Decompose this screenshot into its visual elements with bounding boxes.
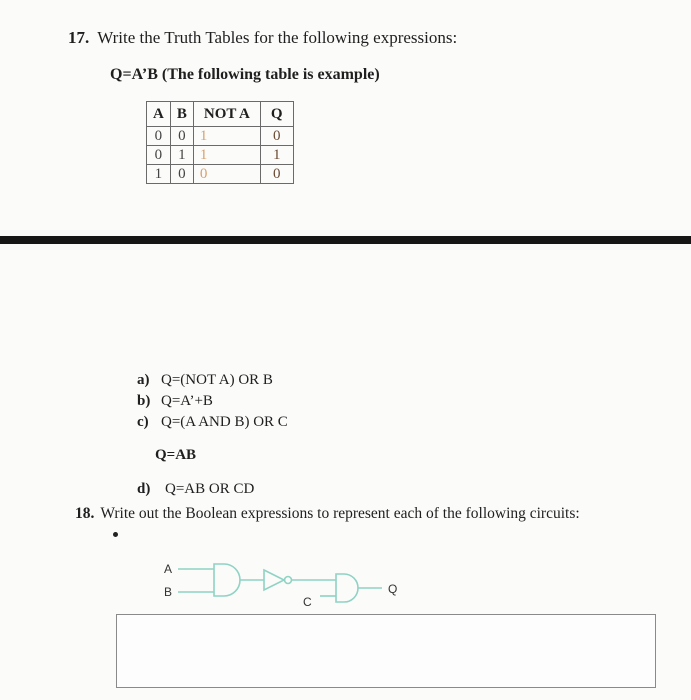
and-gate-icon (214, 564, 240, 596)
expression-list (137, 370, 288, 433)
and-gate-2-icon (336, 574, 358, 602)
cell-q: 1 (260, 146, 293, 165)
question-17-number: 17. (68, 28, 90, 47)
list-item (137, 370, 288, 391)
q-ab-expression: Q=AB (155, 447, 197, 463)
item-label: b) (137, 393, 151, 409)
cell-q: 0 (260, 127, 293, 146)
cell-a: 1 (147, 165, 171, 184)
item-text: Q=(NOT A) OR B (161, 372, 273, 388)
cell-b: 0 (170, 165, 193, 184)
question-18-title (75, 505, 580, 523)
table-row (147, 165, 294, 184)
answer-input-box[interactable] (116, 614, 656, 688)
list-item-d (137, 481, 254, 498)
item-label: d) (137, 481, 151, 497)
list-item (137, 412, 288, 433)
cell-b: 1 (170, 146, 193, 165)
bullet-icon (113, 532, 118, 537)
table-row (147, 146, 294, 165)
output-q-label: Q (388, 582, 398, 596)
item-text: Q=A’+B (161, 393, 213, 409)
header-q: Q (260, 102, 293, 127)
item-text: Q=(A AND B) OR C (161, 414, 288, 430)
item-label: c) (137, 414, 149, 430)
cell-not-a: 0 (193, 165, 260, 184)
cell-not-a: 1 (193, 127, 260, 146)
table-row (147, 127, 294, 146)
question-17-title (68, 28, 457, 48)
header-not-a: NOT A (193, 102, 260, 127)
question-18-prompt: Write out the Boolean expressions to represent each of the following circuits: (100, 505, 580, 522)
logic-circuit-diagram (160, 556, 420, 612)
input-a-label: A (164, 562, 173, 576)
example-expression: Q=A’B (The following table is example) (110, 66, 380, 83)
question-18-number: 18. (75, 505, 95, 522)
input-b-label: B (164, 585, 173, 599)
not-gate-icon (264, 570, 284, 590)
question-17-prompt: Write the Truth Tables for the following expressions: (97, 28, 458, 47)
item-label: a) (137, 372, 150, 388)
item-text: Q=AB OR CD (165, 481, 255, 497)
truth-table-header-row (147, 102, 294, 127)
input-c-label: C (303, 595, 312, 609)
truth-table (146, 101, 294, 184)
cell-a: 0 (147, 146, 171, 165)
header-a: A (147, 102, 171, 127)
cell-q: 0 (260, 165, 293, 184)
cell-not-a: 1 (193, 146, 260, 165)
cell-a: 0 (147, 127, 171, 146)
header-b: B (170, 102, 193, 127)
section-divider (0, 236, 691, 244)
cell-b: 0 (170, 127, 193, 146)
list-item (137, 391, 288, 412)
